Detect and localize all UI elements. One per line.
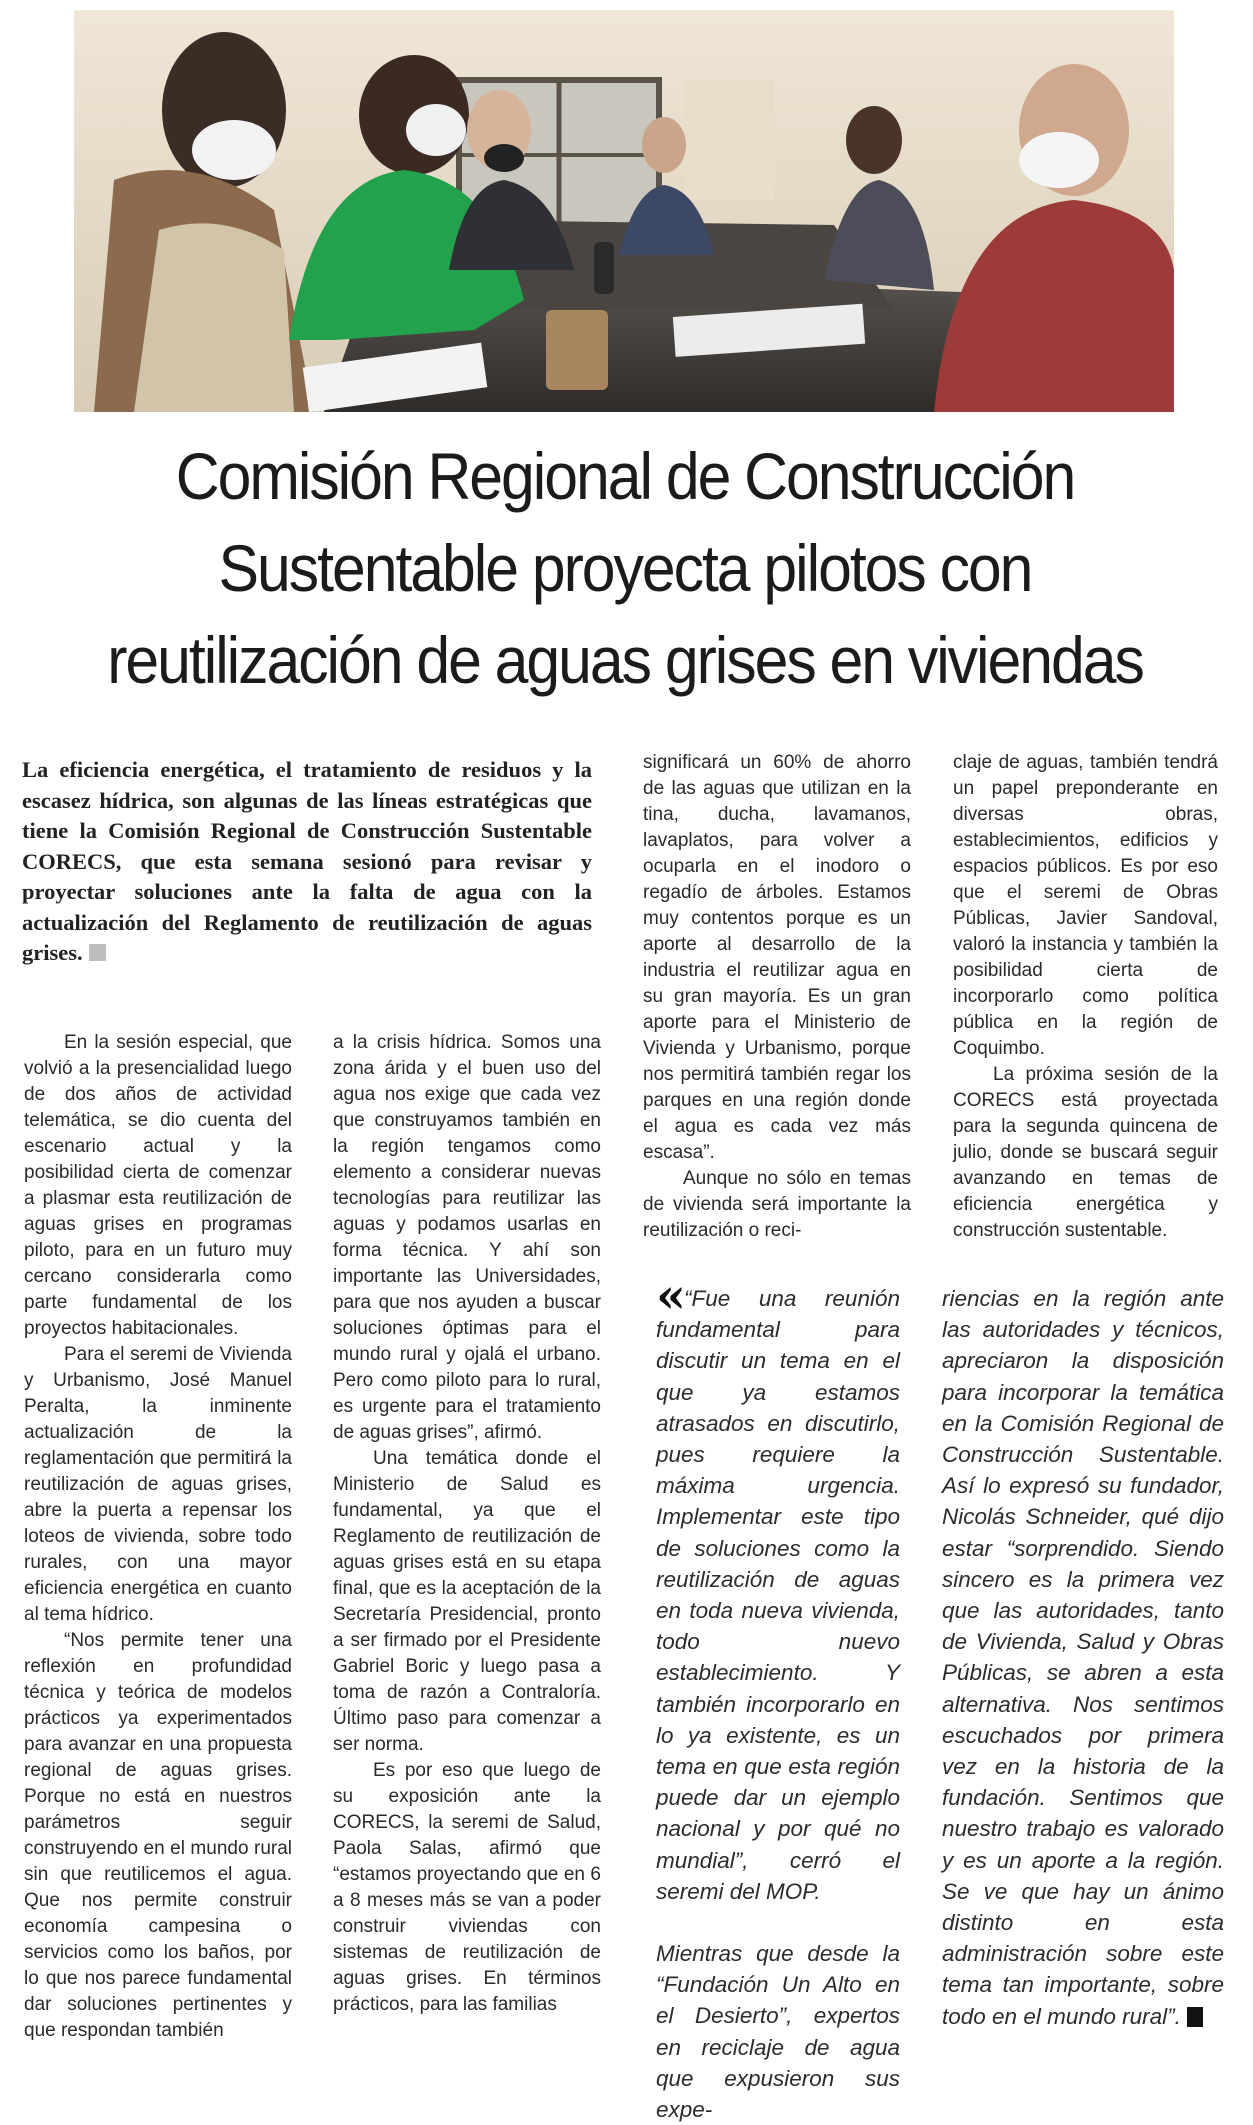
headline-line-3: reutilización de aguas grises en viviendas <box>107 623 1143 697</box>
end-mark-icon <box>89 944 106 961</box>
headline-line-1: Comisión Regional de Construcción <box>175 439 1075 513</box>
column-1-paragraph-2: Para el seremi de Vivienda y Urbanismo, José Manuel Peralta, la inminente actualización de la reglamentación que permitirá la reutilización de aguas grises, abre la puerta a repensar los loteos de vivienda, sobre todo rurales, con una mayor eficiencia energética en cuanto al tema hídrico. <box>24 1344 292 1625</box>
pull-quote-left <box>656 1268 900 2125</box>
quote-left-text-1: “Fue una reunión fundamental para discutir un tema en el que ya estamos atrasados en discutirlo, pues requiere la máxima urgencia. Implementar este tipo de soluciones como la reutilización de aguas en toda nueva vivienda, todo nuevo establecimiento. Y también incorporarlo en lo ya existente, es un tema en que esta región puede dar un ejemplo nacional y por qué no mundial”, cerró el seremi del MOP. <box>656 1286 900 1904</box>
column-2-paragraph-1: a la crisis hídrica. Somos una zona árida y el buen uso del agua nos exige que cada vez que construyamos también en la región tengamos como elemento a considerar nuevas tecnologías para reutilizar las aguas y podamos usarlas en forma técnica. Y ahí son importante las Universidades, para que nos ayuden a buscar soluciones óptimas para el mundo rural y ojalá el urbano. Pero como piloto para lo rural, es urgente para el tratamiento de aguas grises”, afirmó. <box>333 1032 601 1443</box>
quote-mark-icon: « <box>656 1268 678 1324</box>
quote-right-text-1: riencias en la región ante las autoridades y técnicos, apreciaron la disposición para incorporar la temática en la Comisión Regional de Construcción Sustentable. Así lo expresó su fundador, Nicolás Schneider, qué dijo estar “sorprendido. Siendo sincero es la primera vez que las autoridades, tanto de Vivienda, Salud y Obras Públicas, se abren a esta alternativa. Nos sentimos escuchados por primera vez en la historia de la fundación. Sentimos que nuestro trabajo es valorado y es un aporte a la región. Se ve que hay un ánimo distinto en esta administración sobre este tema tan importante, sobre todo en el mundo rural”. <box>942 1286 1224 2029</box>
column-4-paragraph-1: claje de aguas, también tendrá un papel preponderante en diversas obras, establecimientos, edificios y espacios públicos. Es por eso que el seremi de Obras Públicas, Javier Sandoval, valoró la instancia y también la posibilidad cierta de incorporarlo como política pública en la región de Coquimbo. <box>953 752 1218 1059</box>
article-column-4 <box>953 750 1218 1244</box>
meeting-photo-illustration <box>74 10 1174 412</box>
headline <box>87 430 1163 706</box>
column-4-paragraph-2: La próxima sesión de la CORECS está proyectada para la segunda quincena de julio, donde se buscará seguir avanzando en temas de eficiencia energética y construcción sustentable. <box>953 1064 1218 1241</box>
article-column-1 <box>24 1030 292 2044</box>
headline-line-2: Sustentable proyecta pilotos con <box>218 531 1032 605</box>
quote-left-paragraph-1 <box>656 1268 900 1907</box>
meeting-photo <box>74 10 1174 412</box>
column-1-paragraph-1: En la sesión especial, que volvió a la presencialidad luego de dos años de actividad telemática, se dio cuenta del escenario actual y la posibilidad cierta de comenzar a plasmar esta reutilización de aguas grises en programas piloto, para en un futuro muy cercano considerarla como parte fundamental de los proyectos habitacionales. <box>24 1032 292 1339</box>
lead-text: La eficiencia energética, el tratamiento de residuos y la escasez hídrica, son algunas de las líneas estratégicas que tiene la Comisión Regional de Construcción Sustentable CORECS, que esta semana sesionó para revisar y proyectar soluciones ante la falta de agua con la actualización del Reglamento de reutilización de aguas grises. <box>22 757 592 965</box>
quote-left-paragraph-2: Mientras que desde la “Fundación Un Alto en el Desierto”, expertos en reciclaje de agua que expusieron sus expe- <box>656 1941 900 2123</box>
article-column-2 <box>333 1030 601 2018</box>
pull-quote-right <box>942 1283 1224 2032</box>
article-column-3 <box>643 750 911 1244</box>
column-3-paragraph-1: significará un 60% de ahorro de las aguas que utilizan en la tina, ducha, lavamanos, lavaplatos, para volver a ocuparla en el inodoro o regadío de árboles. Estamos muy contentos porque es un aporte al desarrollo de la industria el reutilizar agua en su gran mayoría. Es un gran aporte para el Ministerio de Vivienda y Urbanismo, porque nos permitirá también regar los parques en una región donde el agua es cada vez más escasa”. <box>643 752 911 1163</box>
quote-spacer <box>656 1907 900 1938</box>
column-2-paragraph-2: Una temática donde el Ministerio de Salud es fundamental, ya que el Reglamento de reutilización de aguas grises está en su etapa final, que es la aceptación de la Secretaría Presidencial, pronto a ser firmado por el Presidente Gabriel Boric y luego pasa a toma de razón a Contraloría. Último paso para comenzar a ser norma. <box>333 1448 601 1755</box>
quote-right-paragraph-1 <box>942 1283 1224 2032</box>
end-mark-icon <box>1187 2007 1203 2027</box>
column-2-paragraph-3: Es por eso que luego de su exposición ante la CORECS, la seremi de Salud, Paola Salas, afirmó que “estamos proyectando que en 6 a 8 meses más se van a poder construir viviendas con sistemas de reutilización de aguas grises. En términos prácticos, para las familias <box>333 1760 601 2015</box>
lead-paragraph <box>22 755 592 969</box>
column-3-paragraph-2: Aunque no sólo en temas de vivienda será importante la reutilización o reci- <box>643 1168 911 1241</box>
column-1-paragraph-3: “Nos permite tener una reflexión en profundidad técnica y teórica de modelos prácticos ya experimentados para avanzar en una propuesta regional de aguas grises. Porque no está en nuestros parámetros seguir construyendo en el mundo rural sin que reutilicemos el agua. Que nos permite construir economía campesina o servicios como los baños, por lo que nos parece fundamental dar soluciones pertinentes y que respondan también <box>24 1630 292 2041</box>
